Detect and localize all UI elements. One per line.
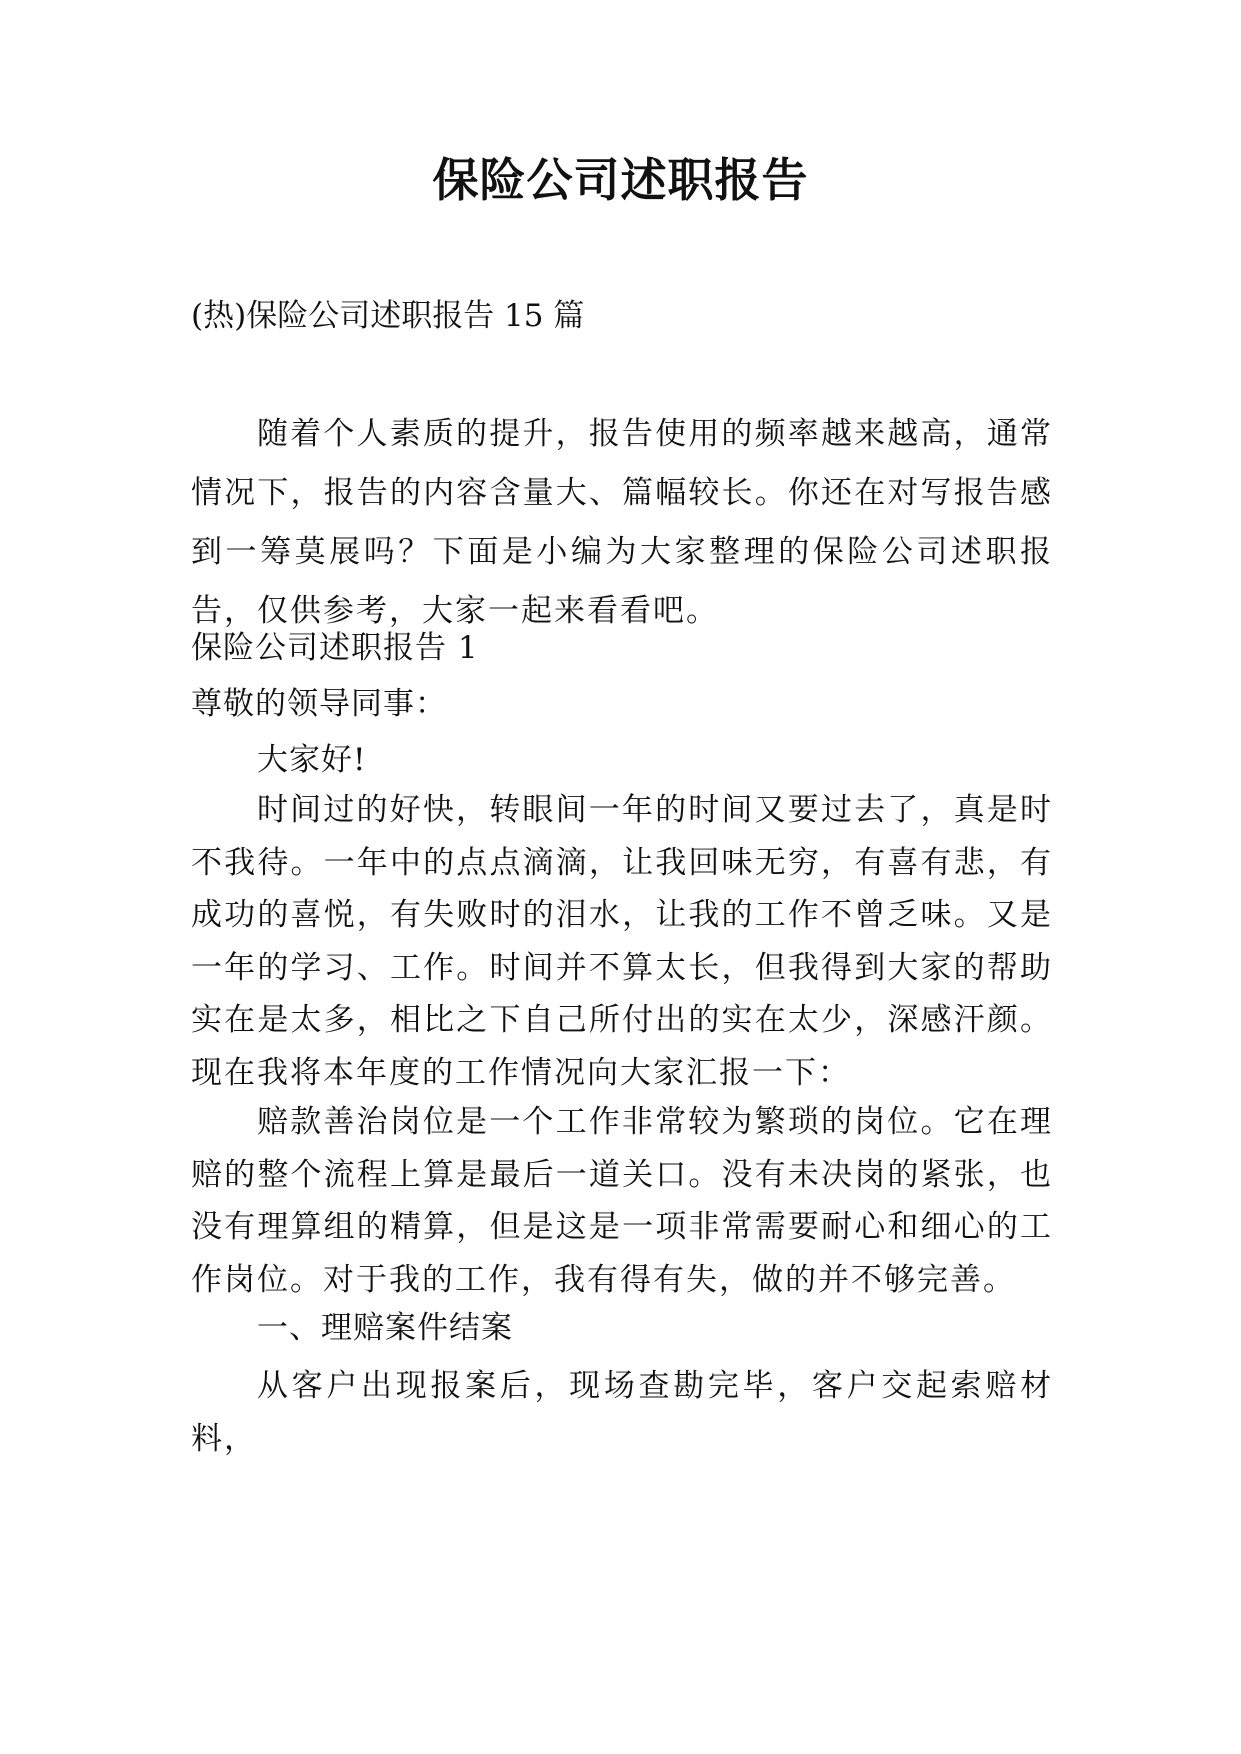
paragraph-1: 时间过的好快，转眼间一年的时间又要过去了，真是时不我待。一年中的点点滴滴，让我回味无穷，有喜有悲，有成功的喜悦，有失败时的泪水，让我的工作不曾乏味。又是一年的学习、工作。时间并不算太长，但我得到大家的帮助实在是太多，相比之下自己所付出的实在太少，深感汗颜。现在我将本年度的工作情况向大家汇报一下：	[191, 792, 1053, 1091]
salutation: 尊敬的领导同事：	[191, 686, 447, 722]
greeting: 大家好!	[257, 742, 367, 778]
item-heading-1: 一、理赔案件结案	[257, 1310, 513, 1346]
document-title: 保险公司述职报告	[432, 153, 809, 207]
document-subtitle: (热)保险公司述职报告 15 篇	[191, 298, 585, 334]
section-heading-1: 保险公司述职报告 1	[191, 630, 479, 666]
paragraph-3: 从客户出现报案后，现场查勘完毕，客户交起索赔材料，	[191, 1368, 1053, 1457]
intro-paragraph: 随着个人素质的提升，报告使用的频率越来越高，通常情况下，报告的内容含量大、篇幅较长。你还在对写报告感到一筹莫展吗？下面是小编为大家整理的保险公司述职报告，仅供参考，大家一起来看看吧。	[191, 416, 1053, 629]
paragraph-2: 赔款善治岗位是一个工作非常较为繁琐的岗位。它在理赔的整个流程上算是最后一道关口。没有未决岗的紧张，也没有理算组的精算，但是这是一项非常需要耐心和细心的工作岗位。对于我的工作，我有得有失，做的并不够完善。	[191, 1104, 1053, 1298]
